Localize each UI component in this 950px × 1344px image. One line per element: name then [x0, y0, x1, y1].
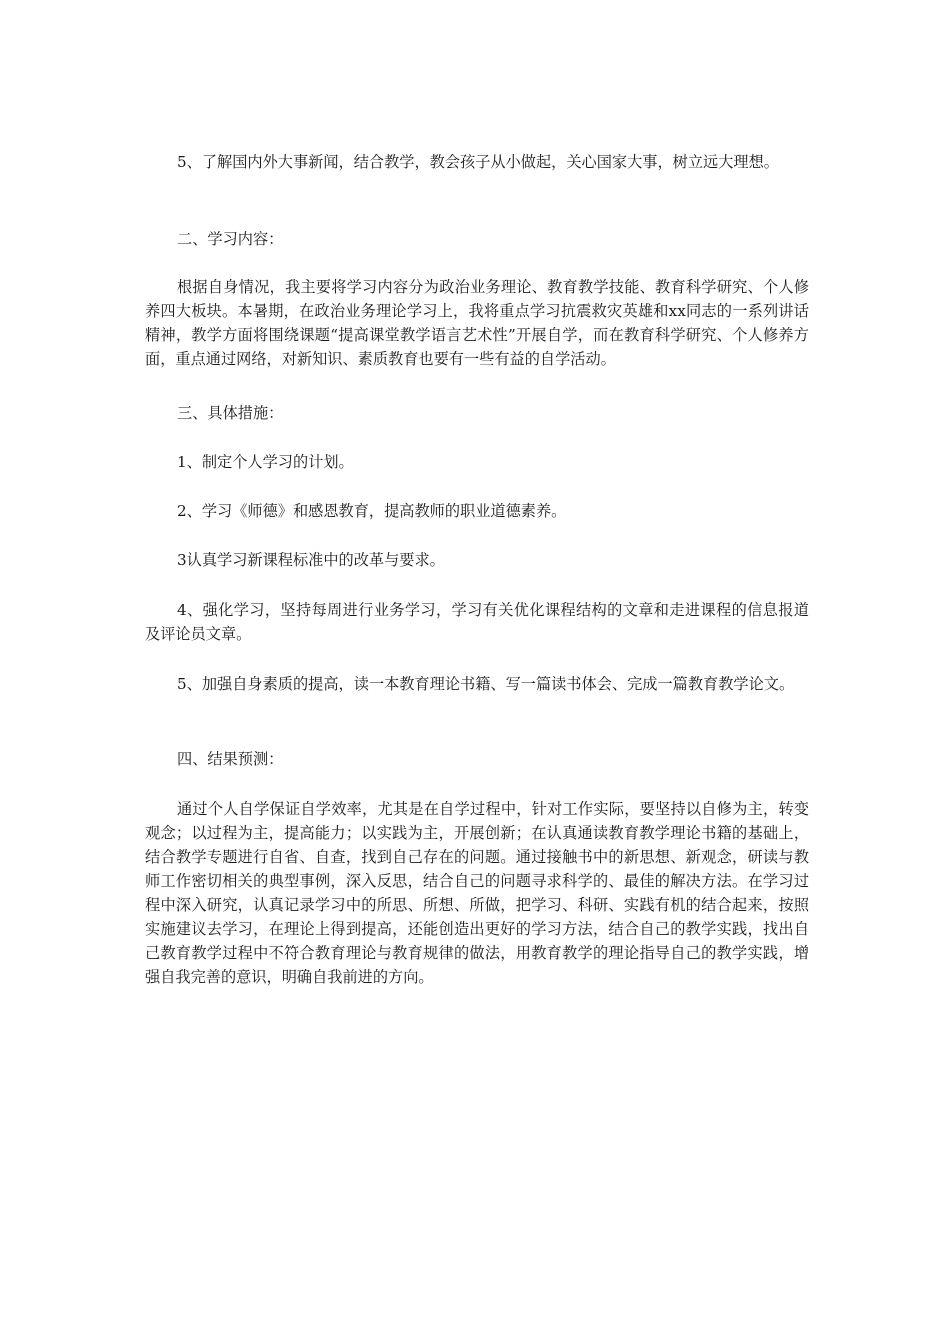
paragraph-expected-results: 通过个人自学保证自学效率，尤其是在自学过程中，针对工作实际，要坚持以自修为主，转变观念；以过程为主，提高能力；以实践为主，开展创新；在认真通读教育教学理论书籍的基础上，结合教学专题进行自省、自查，找到自己存在的问题。通过接触书中的新思想、新观念，研读与教师工作密切相关的典型事例，深入反思，结合自己的问题寻求科学的、最佳的解决方法。在学习过程中深入研究，认真记录学习中的所思、所想、所做，把学习、科研、实践有机的结合起来，按照实施建议去学习，在理论上得到提高，还能创造出更好的学习方法，结合自己的教学实践，找出自己教育教学过程中不符合教育理论与教育规律的做法，用教育教学的理论指导自己的教学实践，增强自我完善的意识，明确自我前进的方向。	[145, 800, 809, 986]
measure-item-1: 1、制定个人学习的计划。	[177, 453, 354, 471]
paragraph-item-5: 5、了解国内外大事新闻，结合教学，教会孩子从小做起，关心国家大事，树立远大理想。	[177, 153, 779, 171]
measure-item-4: 4、强化学习，坚持每周进行业务学习，学习有关优化课程结构的文章和走进课程的信息报道及评论员文章。	[145, 601, 809, 643]
section-heading-measures: 三、具体措施：	[177, 404, 284, 422]
measure-item-5: 5、加强自身素质的提高，读一本教育理论书籍、写一篇读书体会、完成一篇教育教学论文。	[177, 675, 795, 693]
section-heading-expected-results: 四、结果预测：	[177, 750, 284, 768]
paragraph-study-content: 根据自身情况，我主要将学习内容分为政治业务理论、教育教学技能、教育科学研究、个人修养四大板块。本暑期，在政治业务理论学习上，我将重点学习抗震救灾英雄和xx同志的一系列讲话精神，教学方面将围绕课题“提高课堂教学语言艺术性”开展自学，而在教育科学研究、个人修养方面，重点通过网络，对新知识、素质教育也要有一些有益的自学活动。	[145, 278, 809, 368]
measure-item-3: 3认真学习新课程标准中的改革与要求。	[177, 551, 445, 569]
section-heading-study-content: 二、学习内容：	[177, 230, 284, 248]
measure-item-2: 2、学习《师德》和感恩教育，提高教师的职业道德素养。	[177, 502, 567, 520]
